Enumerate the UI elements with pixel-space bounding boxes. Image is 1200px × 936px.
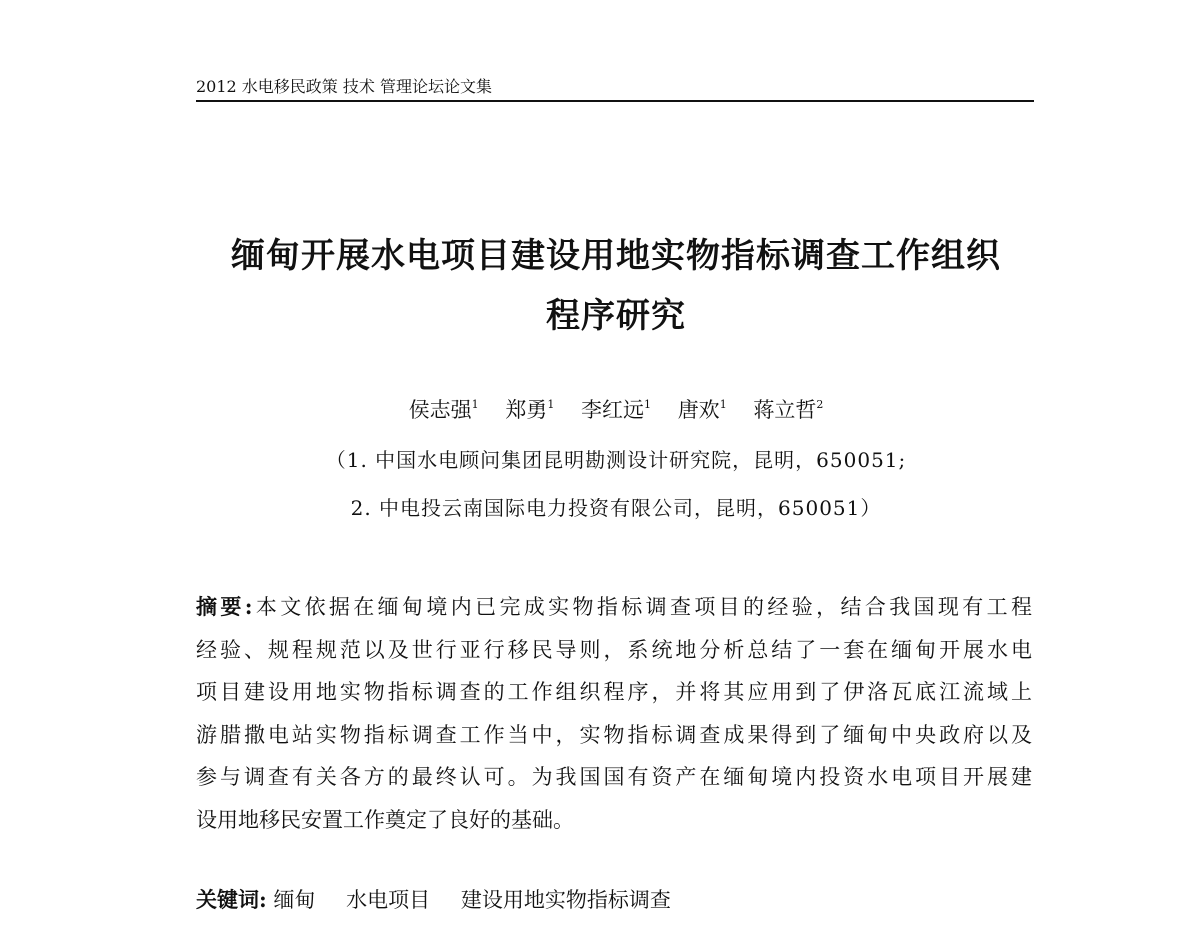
- author: [753, 398, 823, 422]
- author: [409, 398, 479, 422]
- affiliation-line-1: （1. 中国水电顾问集团昆明勘测设计研究院，昆明，650051;: [325, 448, 907, 472]
- author-name: 郑勇: [505, 398, 548, 422]
- author-name: 李红远: [581, 398, 644, 422]
- author-name: 唐欢: [677, 398, 720, 422]
- abstract-line: 经验、规程规范以及世行亚行移民导则，系统地分析总结了一套在缅甸开展水电: [196, 637, 1032, 662]
- author-affiliation-mark: 2: [816, 398, 824, 411]
- affiliation-line-2: 2. 中电投云南国际电力投资有限公司，昆明，650051）: [350, 496, 882, 520]
- abstract-label: 摘要:: [196, 594, 253, 619]
- abstract: [196, 586, 1032, 842]
- abstract-line: 游腊撒电站实物指标调查工作当中，实物指标调查成果得到了缅甸中央政府以及: [196, 722, 1032, 747]
- abstract-line: 参与调查有关各方的最终认可。为我国国有资产在缅甸境内投资水电项目开展建: [196, 765, 1032, 790]
- author-affiliation-mark: 1: [471, 398, 479, 411]
- author-affiliation-mark: 1: [547, 398, 555, 411]
- abstract-line: [196, 586, 1032, 629]
- title-line-2: 程序研究: [546, 296, 686, 336]
- author-list: [150, 392, 1082, 428]
- abstract-line: 设用地移民安置工作奠定了良好的基础。: [196, 807, 574, 832]
- running-head: 2012 水电移民政策 技术 管理论坛论文集: [196, 74, 1034, 102]
- abstract-text: 本文依据在缅甸境内已完成实物指标调查项目的经验，结合我国现有工程: [252, 595, 1032, 619]
- keyword: 缅甸: [273, 888, 316, 912]
- author-name: 侯志强: [408, 398, 472, 422]
- author-affiliation-mark: 1: [719, 398, 727, 411]
- keywords-label: 关键词:: [196, 887, 267, 912]
- author: [581, 398, 651, 422]
- abstract-line: 项目建设用地实物指标调查的工作组织程序，并将其应用到了伊洛瓦底江流域上: [196, 680, 1032, 705]
- keyword: 建设用地实物指标调查: [460, 888, 671, 912]
- keywords: [196, 880, 695, 920]
- keyword: 水电项目: [346, 888, 431, 912]
- author-name: 蒋立哲: [753, 398, 817, 422]
- paper-title: [150, 226, 1082, 346]
- title-line-1: 缅甸开展水电项目建设用地实物指标调查工作组织: [231, 236, 1001, 276]
- author-affiliation-mark: 1: [644, 398, 651, 411]
- author: [505, 398, 554, 422]
- author: [678, 398, 727, 422]
